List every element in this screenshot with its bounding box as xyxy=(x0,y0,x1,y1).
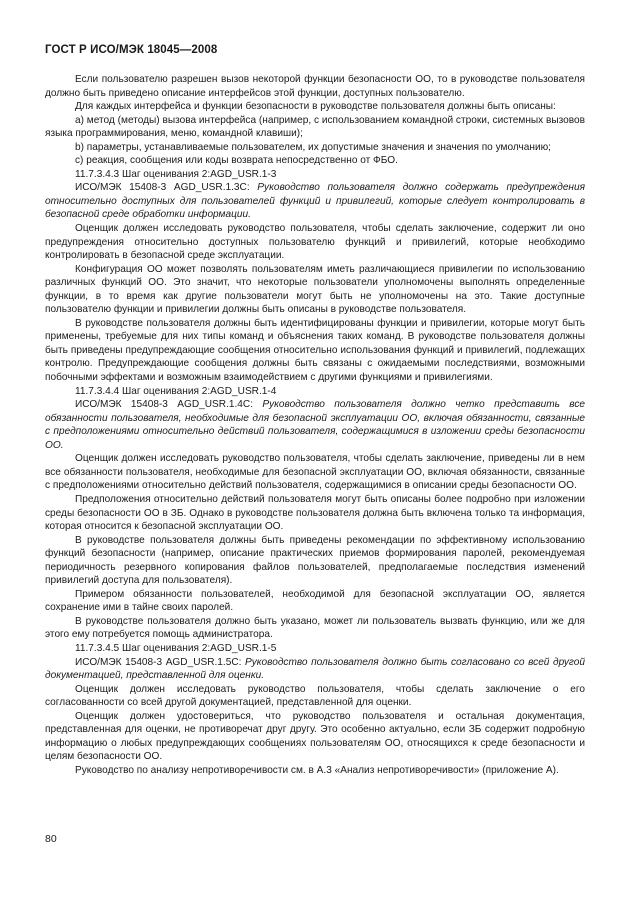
paragraph: Если пользователю разрешен вызов некоторой функции безопасности ОО, то в руководстве пользователя должно быть приведено описание интерфейсов этой функции, доступных пользователю. xyxy=(45,74,585,99)
citation-reference: ИСО/МЭК 15408-3 AGD_USR.1.4С: xyxy=(75,399,263,411)
section-heading: 11.7.3.4.3 Шаг оценивания 2:AGD_USR.1-3 xyxy=(75,168,277,180)
paragraph: Конфигурация ОО может позволять пользователям иметь различающиеся привилегии по использованию различных функций ОО. Это значит, что некоторые пользователи уполномочены выполнять определенные функции, в то время как другие пользователи могут быть не уполномочены на это. Такие доступные пользователю функции и привилегии должны быть описаны в руководстве пользователя. xyxy=(45,263,585,316)
citation-text: Руководство пользователя должно содержать предупреждения относительно доступных для пользователей функций и привилегий, которые следует контролировать в безопасной среде обработки информации. xyxy=(45,182,585,221)
paragraph: Для каждых интерфейса и функции безопасности в руководстве пользователя должны быть описаны: xyxy=(75,101,556,113)
paragraph: Предположения относительно действий пользователя могут быть описаны более подробно при изложении среды безопасности ОО в ЗБ. Однако в руководстве пользователя должна быть включена только та информация, которая относится к безопасной эксплуатации ОО. xyxy=(45,493,585,533)
citation-reference: ИСО/МЭК 15408-3 AGD_USR.1.3С: xyxy=(75,182,258,194)
paragraph: В руководстве пользователя должно быть указано, может ли пользователь вызвать функцию, или же для этого ему потребуется помощь администратора. xyxy=(45,615,585,641)
list-item: с) реакция, сообщения или коды возврата непосредственно от ФБО. xyxy=(75,155,398,167)
citation-text: Руководство пользователя должно четко представить все обязанности пользователя, необходимые для безопасной эксплуатации ОО, включая обязанности, связанные с предположениями относительно действий пользователя, содержащимися в изложении среды безопасности ОО. xyxy=(45,399,585,451)
paragraph: Оценщик должен исследовать руководство пользователя, чтобы сделать заключение о его согласованности со всей другой документацией, представленной для оценки. xyxy=(45,683,585,709)
paragraph: Примером обязанности пользователей, необходимой для безопасной эксплуатации ОО, является сохранение ими в тайне своих паролей. xyxy=(45,588,585,614)
list-item: а) метод (методы) вызова интерфейса (например, с использованием командной строки, системных вызовов языка программирования, меню, командной клавиши); xyxy=(45,114,585,140)
document-body xyxy=(45,73,585,777)
requirement-citation xyxy=(45,398,585,452)
document-header: ГОСТ Р ИСО/МЭК 18045—2008 xyxy=(45,44,218,56)
paragraph: Оценщик должен исследовать руководство пользователя, чтобы сделать заключение, содержит ли оно предупреждения относительно доступных пользователю функций и привилегий, которые необходимо контролировать в безопасной среде эксплуатации. xyxy=(45,223,585,262)
section-heading: 11.7.3.4.4 Шаг оценивания 2:AGD_USR.1-4 xyxy=(75,385,277,397)
paragraph: Руководство по анализу непротиворечивости см. в А.3 «Анализ непротиворечивости» (приложение А). xyxy=(75,764,559,776)
page-number: 80 xyxy=(45,833,57,845)
paragraph: В руководстве пользователя должны быть приведены рекомендации по эффективному использованию функций безопасности (например, описание практических приемов формирования паролей, рекомендуемая периодичность резервного копирования файлов пользователей, предполагаемые последствия изменений привилегий доступа для пользователя). xyxy=(45,534,585,587)
paragraph: Оценщик должен удостовериться, что руководство пользователя и остальная документация, представленная для оценки, не противоречат друг другу. Это особенно актуально, если ЗБ содержит подробную информацию о любых предупреждающих сообщениях пользователям ОО, относящихся к среде безопасности и целям безопасности ОО. xyxy=(45,710,585,763)
citation-reference: ИСО/МЭК 15408-3 AGD_USR.1.5С: xyxy=(75,656,246,668)
paragraph: В руководстве пользователя должны быть идентифицированы функции и привилегии, которые могут быть применены, требуемые для них типы команд и объяснения таких команд. В руководстве пользователя должны быть приведены предупреждающие сообщения относительно использования функций и привилегий, подлежащих контролю. Предупреждающие сообщения должны быть связаны с ожидаемыми последствиями, возможными побочными эффектами и возможным взаимодействием с другими функциями и привилегиями. xyxy=(45,317,585,384)
section-heading: 11.7.3.4.5 Шаг оценивания 2:AGD_USR.1-5 xyxy=(75,642,277,654)
list-item: b) параметры, устанавливаемые пользователем, их допустимые значения и значения по умолчанию; xyxy=(75,141,551,153)
requirement-citation xyxy=(45,181,585,222)
paragraph: Оценщик должен исследовать руководство пользователя, чтобы сделать заключение, приведены ли в нем все обязанности пользователя, необходимые для безопасной эксплуатации ОО, включая обязанности, связанные с предположениями относительно действий пользователя, содержащимися в описании среды безопасности ОО. xyxy=(45,453,585,492)
requirement-citation xyxy=(45,656,585,683)
citation-text: Руководство пользователя должно быть согласовано со всей другой документацией, представленной для оценки. xyxy=(45,656,585,682)
